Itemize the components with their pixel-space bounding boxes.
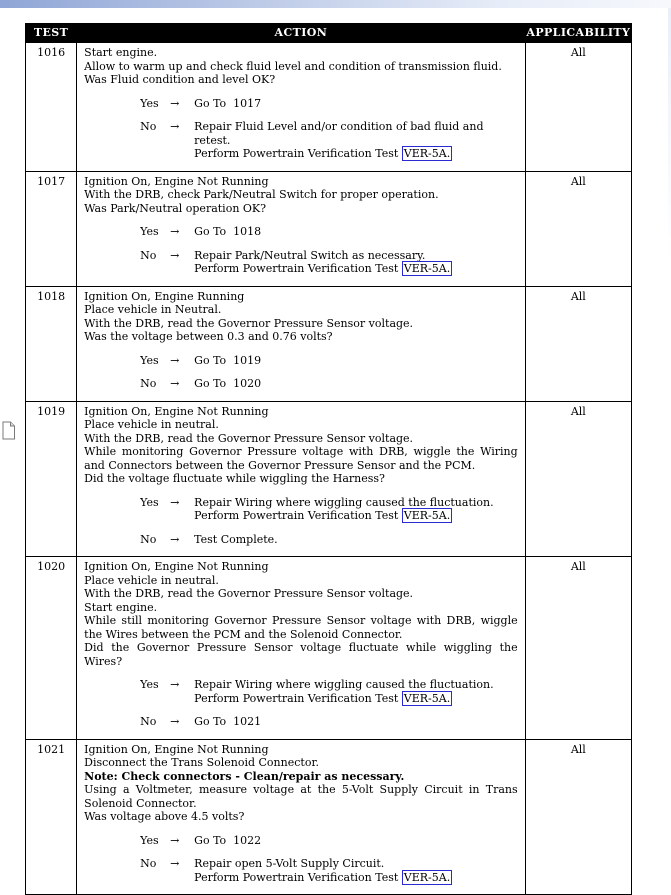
- branch-text-line: Perform Powertrain Verification Test VER-5A.: [194, 691, 451, 705]
- document-page: [25, 23, 632, 895]
- applicability-cell: All: [525, 739, 631, 895]
- table-row: [26, 557, 632, 740]
- action-text-line: While monitoring Governor Pressure voltage with DRB, wiggle the Wiring and Connectors between the Governor Pressure Sensor and the PCM.: [84, 445, 518, 472]
- applicability-cell: All: [525, 171, 631, 286]
- decision-branch: [84, 249, 517, 276]
- branch-lines: [194, 834, 517, 848]
- action-text-line: Was Park/Neutral operation OK?: [84, 201, 267, 215]
- arrow-right-icon: →: [170, 120, 180, 133]
- decision-branch: [84, 678, 517, 705]
- action-text-line: Place vehicle in Neutral.: [84, 303, 222, 316]
- branch-text-line: Perform Powertrain Verification Test VER-5A.: [194, 147, 451, 160]
- decision-branch: [84, 97, 517, 111]
- action-text-line: Ignition On, Engine Not Running: [84, 404, 269, 418]
- branch-lines: [194, 857, 517, 884]
- branch-lines: [194, 249, 517, 276]
- action-text-line: Place vehicle in neutral.: [84, 573, 219, 587]
- action-text-line: Ignition On, Engine Not Running: [84, 174, 269, 188]
- branch-text-line: Go To 1019: [194, 353, 262, 367]
- branch-text-line: Repair Wiring where wiggling caused the fluctuation.: [194, 495, 494, 509]
- table-row: [26, 43, 632, 172]
- col-header-applicability: APPLICABILITY: [525, 24, 631, 43]
- action-text-line: With the DRB, read the Governor Pressure Sensor voltage.: [84, 587, 414, 600]
- action-cell: [77, 171, 525, 286]
- arrow-right-icon: →: [170, 857, 180, 870]
- ver-5a-link[interactable]: VER-5A.: [403, 262, 451, 275]
- branch-answer-label: No: [140, 120, 157, 133]
- action-text-line: Was Fluid condition and level OK?: [84, 73, 276, 86]
- action-text-line: Start engine.: [84, 600, 158, 614]
- branch-lines: [194, 496, 517, 523]
- test-number: 1019: [26, 401, 77, 557]
- window-top-edge: [0, 0, 671, 8]
- branch-answer-label: No: [140, 532, 157, 546]
- action-text-line: Ignition On, Engine Not Running: [84, 560, 269, 573]
- branch-answer-label: Yes: [140, 495, 159, 509]
- branch-text-line: Test Complete.: [194, 532, 278, 546]
- branch-answer-label: Yes: [140, 833, 159, 847]
- arrow-right-icon: →: [170, 495, 180, 509]
- col-header-test: TEST: [26, 24, 77, 43]
- branch-text-line: Repair Wiring where wiggling caused the fluctuation.: [194, 678, 494, 691]
- branch-lines: [194, 354, 517, 368]
- branch-answer-label: Yes: [140, 678, 159, 691]
- applicability-cell: All: [525, 401, 631, 557]
- action-text-line: Note: Check connectors - Clean/repair as necessary.: [84, 769, 405, 783]
- table-row: [26, 171, 632, 286]
- action-text-line: Disconnect the Trans Solenoid Connector.: [84, 756, 319, 769]
- branch-answer-label: No: [140, 857, 157, 870]
- action-text-line: While still monitoring Governor Pressure Sensor voltage with DRB, wiggle the Wires between the PCM and the Solenoid Connector.: [84, 614, 518, 641]
- action-text-line: Did the voltage fluctuate while wiggling the Harness?: [84, 472, 385, 485]
- branch-lines: [194, 533, 517, 547]
- branch-text-line: Repair Park/Neutral Switch as necessary.: [194, 248, 426, 262]
- arrow-right-icon: →: [170, 377, 180, 390]
- branch-text-line: Perform Powertrain Verification Test VER-5A.: [194, 262, 451, 275]
- branch-text-line: Go To 1021: [194, 715, 262, 728]
- branch-text-line: Perform Powertrain Verification Test VER-5A.: [194, 870, 451, 884]
- branch-text-line: Go To 1020: [194, 377, 262, 390]
- arrow-right-icon: →: [170, 833, 180, 847]
- action-cell: [77, 557, 525, 740]
- branch-lines: [194, 120, 517, 161]
- col-header-action: ACTION: [77, 24, 525, 43]
- table-row: [26, 286, 632, 401]
- branch-text-line: Go To 1022: [194, 833, 262, 847]
- arrow-right-icon: →: [170, 678, 180, 691]
- test-number: 1017: [26, 171, 77, 286]
- applicability-cell: All: [525, 286, 631, 401]
- ver-5a-link[interactable]: VER-5A.: [403, 870, 451, 884]
- action-cell: [77, 401, 525, 557]
- arrow-right-icon: →: [170, 96, 180, 110]
- branch-lines: [194, 715, 517, 729]
- branch-lines: [194, 678, 517, 705]
- decision-branch: [84, 715, 517, 729]
- decision-branch: [84, 834, 517, 848]
- branch-text-line: Perform Powertrain Verification Test VER-5A.: [194, 509, 451, 522]
- decision-branch: [84, 225, 517, 239]
- branch-lines: [194, 97, 517, 111]
- test-number: 1018: [26, 286, 77, 401]
- applicability-cell: All: [525, 43, 631, 172]
- applicability-cell: All: [525, 557, 631, 740]
- action-text-line: With the DRB, check Park/Neutral Switch for proper operation.: [84, 188, 439, 201]
- branch-text-line: Repair Fluid Level and/or condition of bad fluid and retest.: [194, 120, 484, 147]
- branch-answer-label: No: [140, 377, 157, 390]
- action-text-line: Was the voltage between 0.3 and 0.76 volts?: [84, 330, 333, 343]
- action-text-line: Using a Voltmeter, measure voltage at the 5-Volt Supply Circuit in Trans Solenoid Connector.: [84, 783, 518, 810]
- action-text-line: Allow to warm up and check fluid level and condition of transmission fluid.: [84, 59, 502, 73]
- arrow-right-icon: →: [170, 225, 180, 238]
- test-number: 1020: [26, 557, 77, 740]
- branch-answer-label: No: [140, 248, 157, 262]
- action-text-line: Ignition On, Engine Running: [84, 289, 245, 303]
- action-cell: [77, 739, 525, 895]
- action-text-line: Ignition On, Engine Not Running: [84, 742, 269, 756]
- branch-answer-label: Yes: [140, 353, 159, 367]
- branch-text-line: Repair open 5-Volt Supply Circuit.: [194, 857, 385, 870]
- decision-branch: [84, 533, 517, 547]
- arrow-right-icon: →: [170, 353, 180, 367]
- ver-5a-link[interactable]: VER-5A.: [403, 509, 451, 522]
- action-text-line: Did the Governor Pressure Sensor voltage fluctuate while wiggling the Wires?: [84, 641, 518, 668]
- branch-lines: [194, 377, 517, 391]
- arrow-right-icon: →: [170, 532, 180, 546]
- branch-text-line: Go To 1018: [194, 225, 262, 238]
- branch-text-line: Go To 1017: [194, 96, 262, 110]
- branch-answer-label: Yes: [140, 225, 159, 238]
- action-cell: [77, 286, 525, 401]
- arrow-right-icon: →: [170, 715, 180, 728]
- decision-branch: [84, 496, 517, 523]
- decision-branch: [84, 857, 517, 884]
- decision-branch: [84, 120, 517, 161]
- test-number: 1021: [26, 739, 77, 895]
- action-text-line: Place vehicle in neutral.: [84, 418, 219, 431]
- action-text-line: With the DRB, read the Governor Pressure Sensor voltage.: [84, 431, 414, 445]
- branch-answer-label: No: [140, 715, 157, 728]
- ver-5a-link[interactable]: VER-5A.: [403, 147, 451, 160]
- decision-branch: [84, 377, 517, 391]
- branch-lines: [194, 225, 517, 239]
- table-header-row: [26, 24, 632, 43]
- arrow-right-icon: →: [170, 248, 180, 262]
- ver-5a-link[interactable]: VER-5A.: [403, 691, 451, 705]
- action-text-line: Start engine.: [84, 46, 158, 59]
- action-text-line: With the DRB, read the Governor Pressure Sensor voltage.: [84, 316, 414, 330]
- branch-answer-label: Yes: [140, 96, 159, 110]
- table-body: [26, 43, 632, 895]
- table-row: [26, 401, 632, 557]
- decision-branch: [84, 354, 517, 368]
- test-number: 1016: [26, 43, 77, 172]
- table-row: [26, 739, 632, 895]
- action-text-line: Was voltage above 4.5 volts?: [84, 810, 245, 823]
- diagnostic-test-table: [25, 23, 632, 895]
- page-curl-cursor-icon: [1, 420, 16, 441]
- action-cell: [77, 43, 525, 172]
